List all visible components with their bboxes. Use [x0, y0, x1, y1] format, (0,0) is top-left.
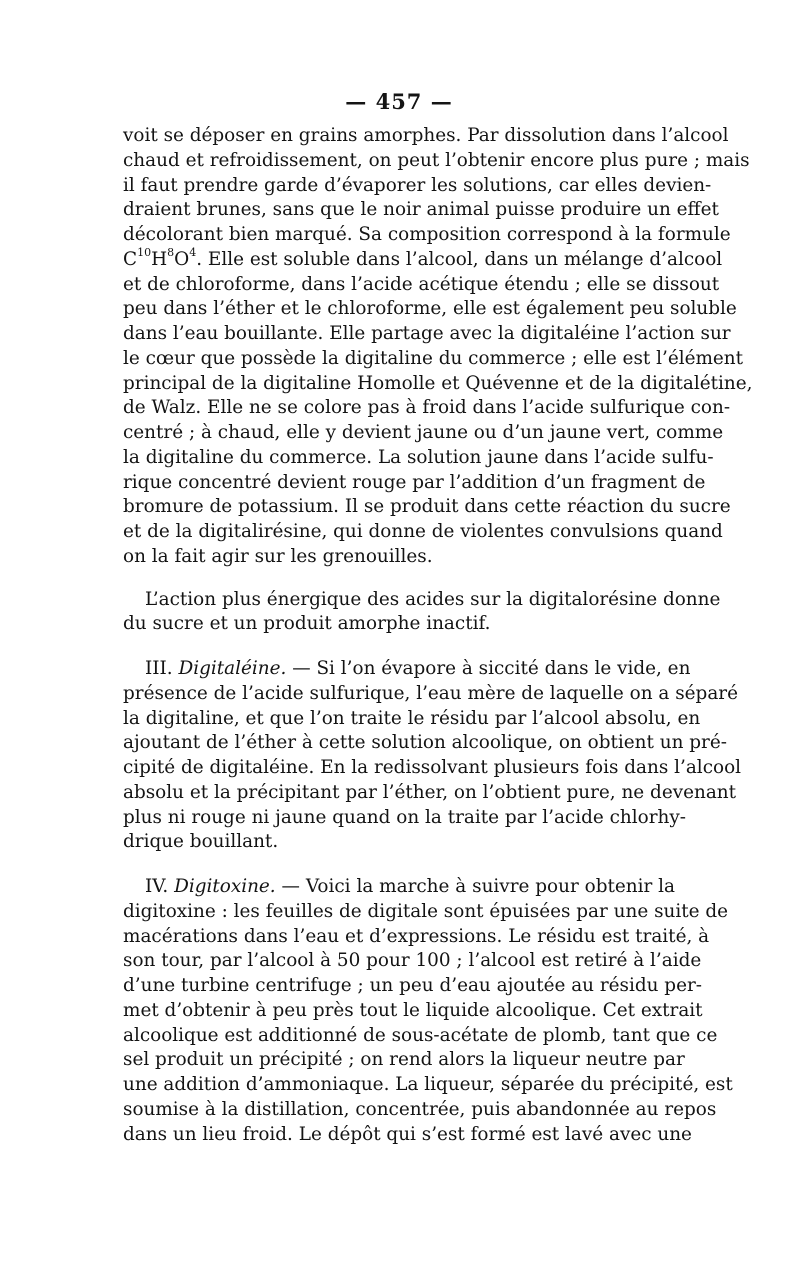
text-line: de Walz. Elle ne se colore pas à froid dans l’acide sulfurique con-: [123, 397, 731, 419]
text-line: plus ni rouge ni jaune quand on la traite par l’acide chlorhy-: [123, 806, 686, 828]
text-line: dans un lieu froid. Le dépôt qui s’est formé est lavé avec une: [123, 1123, 692, 1145]
text-line: une addition d’ammoniaque. La liqueur, séparée du précipité, est: [123, 1074, 733, 1095]
text-line: voit se déposer en grains amorphes. Par dissolution dans l’alcool: [123, 125, 729, 146]
paragraph-digitalin-properties: [123, 124, 753, 570]
text-line: dans l’eau bouillante. Elle partage avec la digitaléine l’action sur: [123, 323, 731, 344]
formula-line: $C^{10}H^8O^4$. Elle est soluble dans l’alcool, dans un mélange d’alcool: [123, 245, 723, 270]
text-line: draient brunes, sans que le noir animal puisse produire un effet: [123, 199, 719, 221]
text-line: chaud et refroidissement, on peut l’obtenir encore plus pure ; mais: [123, 149, 750, 171]
section-heading: Digitoxine.: [174, 876, 276, 897]
text-line: il faut prendre garde d’évaporer les solutions, car elles devien-: [123, 174, 712, 196]
text-line: cipité de digitaléine. En la redissolvant plusieurs fois dans l’alcool: [123, 757, 742, 778]
text-line: et de chloroforme, dans l’acide acétique étendu ; elle se dissout: [123, 273, 720, 295]
text-line: son tour, par l’alcool à 50 pour 100 ; l’alcool est retiré à l’aide: [123, 950, 702, 972]
text-line: et de la digitalirésine, qui donne de violentes convulsions quand: [123, 521, 723, 542]
text-line: absolu et la précipitant par l’éther, on l’obtient pure, ne devenant: [123, 781, 737, 803]
text-line: macérations dans l’eau et d’expressions. Le résidu est traité, à: [123, 925, 710, 947]
text-line: rique concentré devient rouge par l’addition d’un fragment de: [123, 471, 706, 493]
text-line: III. Digitaléine. — Si l’on évapore à siccité dans le vide, en: [145, 658, 691, 679]
text-line: ajoutant de l’éther à cette solution alcoolique, on obtient un pré-: [123, 732, 727, 754]
page-number: — 457 —: [345, 89, 453, 114]
text-line: le cœur que possède la digitaline du commerce ; elle est l’élément: [123, 347, 744, 369]
text-line: peu dans l’éther et le chloroforme, elle est également peu soluble: [123, 298, 737, 320]
text-line: du sucre et un produit amorphe inactif.: [123, 613, 491, 635]
text-line: soumise à la distillation, concentrée, puis abandonnée au repos: [123, 1098, 717, 1120]
text-line: bromure de potassium. Il se produit dans cette réaction du sucre: [123, 496, 731, 518]
text-line: alcoolique est additionné de sous-acétate de plomb, tant que ce: [123, 1024, 718, 1046]
text-line: IV. Digitoxine. — Voici la marche à suivre pour obtenir la: [145, 876, 675, 897]
text-line: la digitaline, et que l’on traite le résidu par l’alcool absolu, en: [123, 707, 701, 729]
section-heading: Digitaléine.: [178, 658, 287, 679]
text-line: d’une turbine centrifuge ; un peu d’eau ajoutée au résidu per-: [123, 975, 702, 996]
book-page: [123, 84, 753, 1147]
text-line: la digitaline du commerce. La solution jaune dans l’acide sulfu-: [123, 446, 714, 468]
text-line: met d’obtenir à peu près tout le liquide alcoolique. Cet extrait: [123, 999, 703, 1021]
text-line: présence de l’acide sulfurique, l’eau mère de laquelle on a séparé: [123, 682, 738, 704]
paragraph-digitoxin: [123, 875, 733, 1147]
text-line: décolorant bien marqué. Sa composition correspond à la formule: [123, 224, 731, 245]
text-line: sel produit un précipité ; on rend alors la liqueur neutre par: [123, 1049, 685, 1071]
paragraph-digitaloresin: [123, 588, 721, 638]
text-line: drique bouillant.: [123, 831, 279, 853]
text-line: digitoxine : les feuilles de digitale sont épuisées par une suite de: [123, 900, 729, 922]
text-line: principal de la digitaline Homolle et Quévenne et de la digitalétine,: [123, 372, 753, 394]
paragraph-digitalein: [123, 657, 742, 855]
text-line: centré ; à chaud, elle y devient jaune ou d’un jaune vert, comme: [123, 422, 724, 443]
text-line: on la fait agir sur les grenouilles.: [123, 545, 433, 567]
text-line: L’action plus énergique des acides sur la digitalorésine donne: [145, 588, 721, 610]
